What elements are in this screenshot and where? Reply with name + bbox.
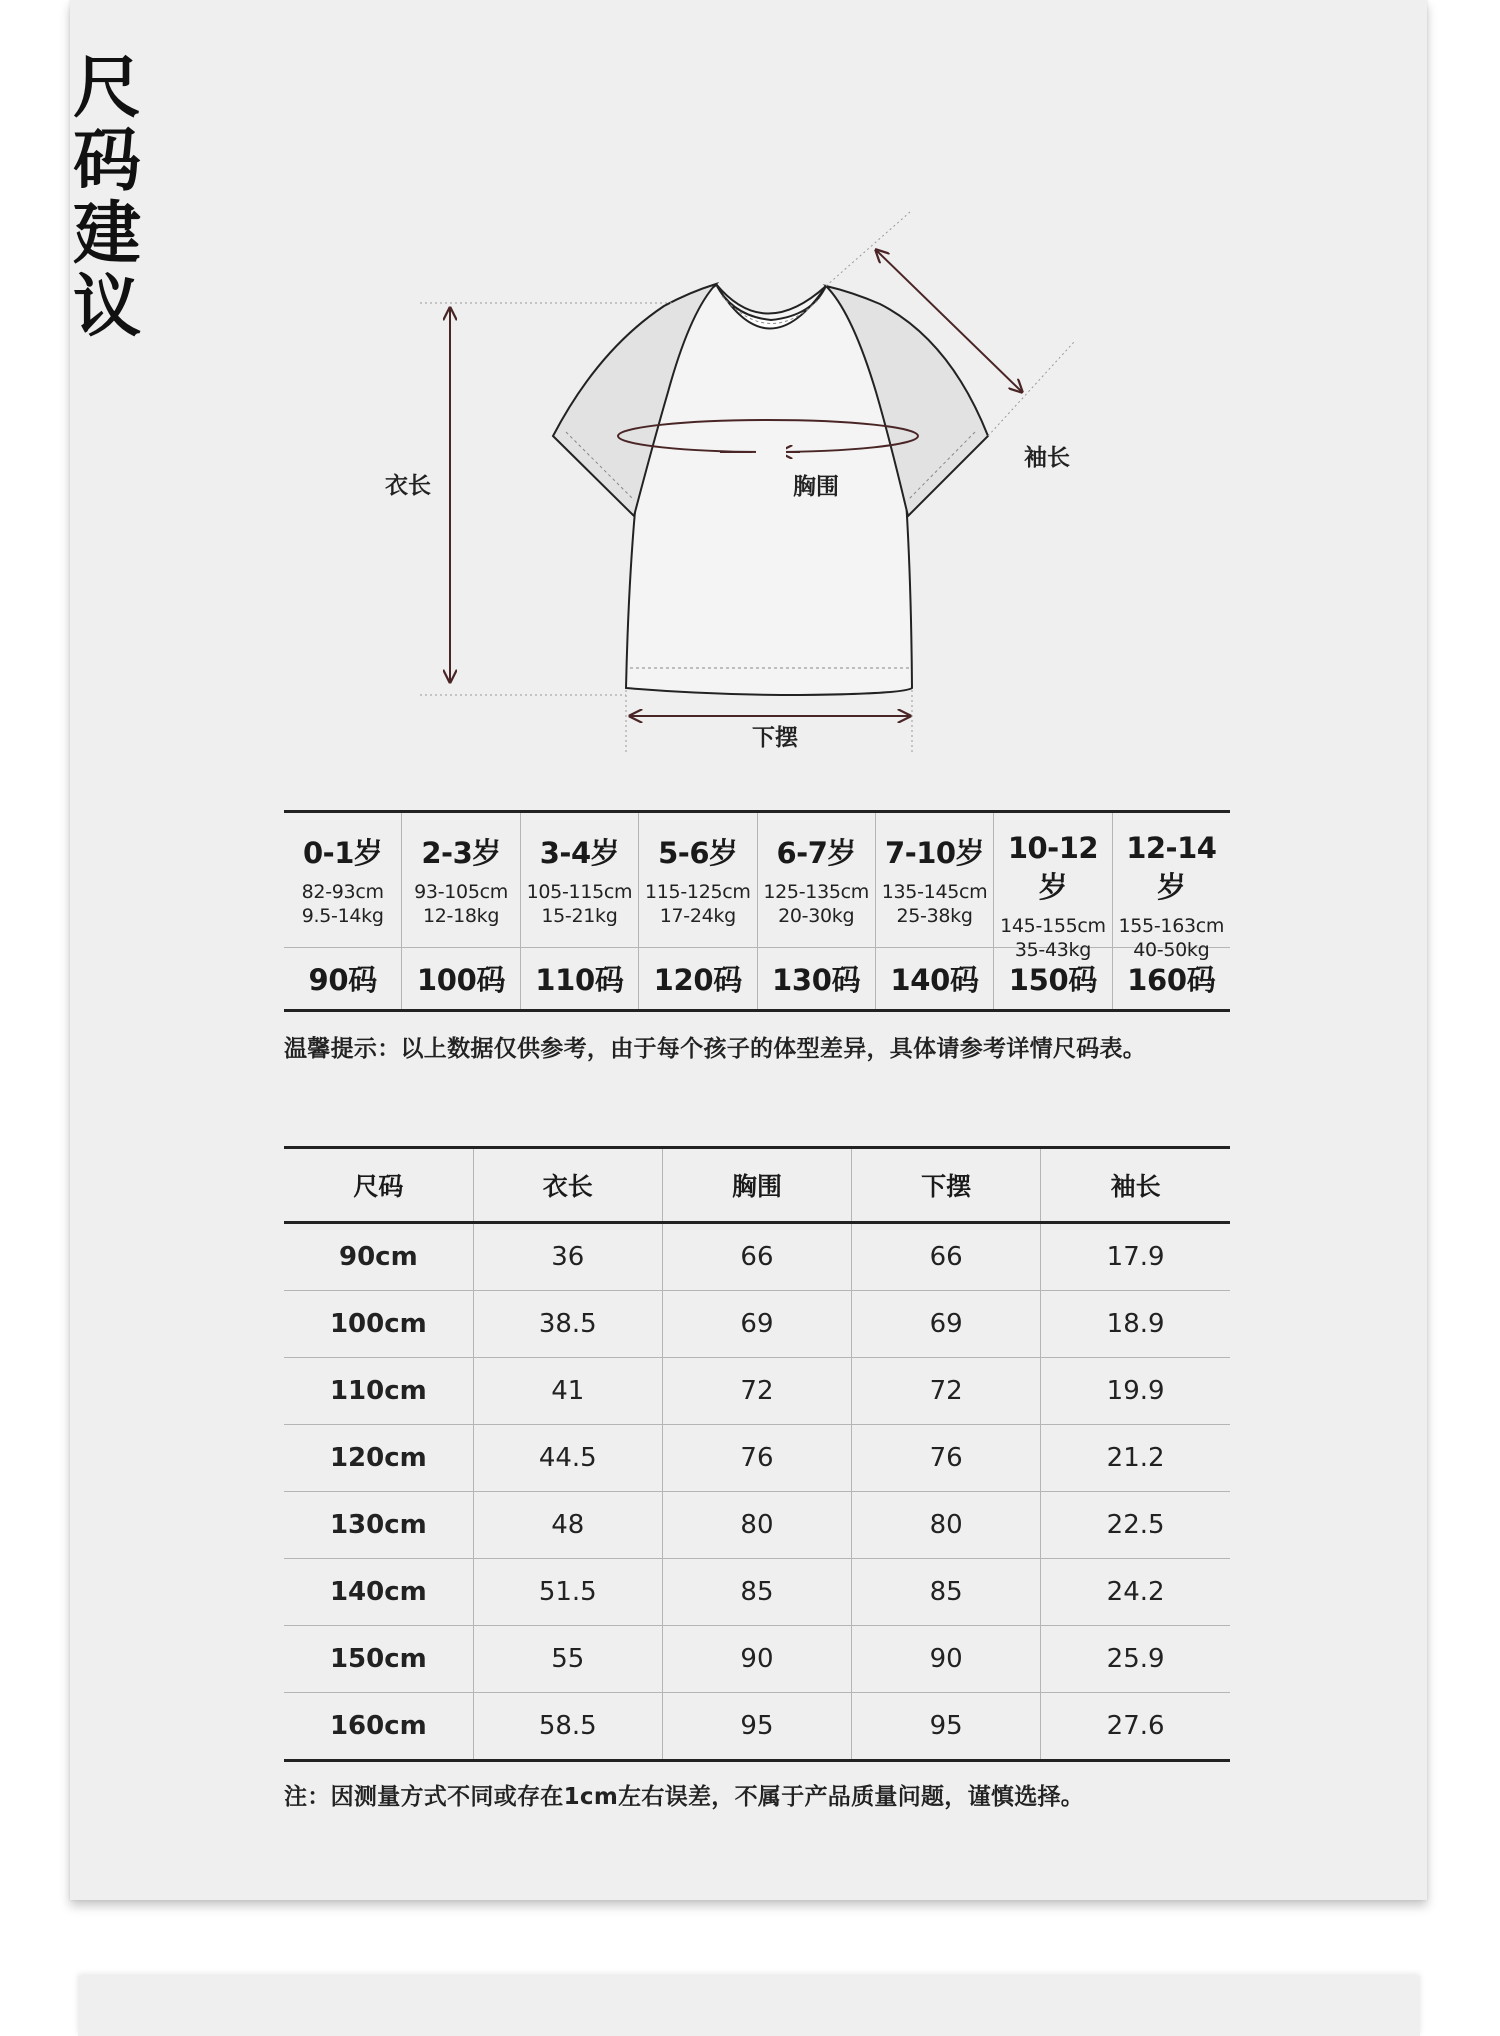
size-column — [993, 813, 1111, 1009]
table-cell: 150cm — [284, 1626, 473, 1693]
table-cell: 80 — [852, 1492, 1041, 1559]
title-char: 码 — [72, 122, 141, 201]
table-cell: 41 — [473, 1358, 662, 1425]
length-label: 衣长 — [385, 473, 431, 499]
age-label: 7-10岁 — [885, 836, 985, 870]
height-range: 125-135cm — [763, 881, 870, 903]
table-cell: 130cm — [284, 1492, 473, 1559]
height-range: 115-125cm — [644, 881, 751, 903]
table-cell: 140cm — [284, 1559, 473, 1626]
size-code: 110码 — [535, 963, 624, 997]
table-cell: 80 — [662, 1492, 851, 1559]
table-cell: 58.5 — [473, 1693, 662, 1761]
table-cell: 19.9 — [1041, 1358, 1230, 1425]
table-row — [284, 1626, 1230, 1693]
table-cell: 66 — [852, 1223, 1041, 1291]
height-range: 82-93cm — [301, 881, 384, 903]
next-section-card — [78, 1976, 1420, 2036]
column-header: 衣长 — [473, 1148, 662, 1223]
table-cell: 160cm — [284, 1693, 473, 1761]
sleeve-label: 袖长 — [1024, 445, 1070, 471]
table-cell: 55 — [473, 1626, 662, 1693]
table-cell: 90cm — [339, 1242, 418, 1272]
age-label: 0-1岁 — [302, 836, 383, 870]
table-row — [284, 1559, 1230, 1626]
column-header: 胸围 — [662, 1148, 851, 1223]
table-header-row — [284, 1148, 1230, 1223]
height-range: 93-105cm — [414, 881, 508, 903]
size-column — [757, 813, 875, 1009]
table-cell: 27.6 — [1041, 1693, 1230, 1761]
table-cell: 22.5 — [1041, 1492, 1230, 1559]
weight-range: 17-24kg — [659, 905, 736, 927]
size-code: 100码 — [416, 963, 506, 997]
size-code: 140码 — [890, 963, 979, 997]
table-cell: 76 — [662, 1425, 851, 1492]
title-char: 尺 — [72, 49, 141, 128]
table-cell: 25.9 — [1041, 1626, 1230, 1693]
height-range: 105-115cm — [526, 881, 633, 903]
table-row — [284, 1425, 1230, 1492]
hem-label: 下摆 — [752, 725, 798, 751]
table-row — [284, 1492, 1230, 1559]
table-cell: 85 — [852, 1559, 1041, 1626]
weight-range: 35-43kg — [1014, 939, 1092, 961]
size-column — [638, 813, 756, 1009]
age-label: 3-4岁 — [539, 836, 620, 870]
weight-range: 15-21kg — [541, 905, 618, 927]
size-column — [875, 813, 993, 1009]
weight-range: 9.5-14kg — [301, 905, 384, 927]
measurement-table — [284, 1146, 1230, 1762]
table-row — [284, 1693, 1230, 1761]
age-label: 12-14岁 — [1126, 831, 1217, 904]
age-label: 6-7岁 — [776, 836, 856, 870]
weight-range: 20-30kg — [778, 905, 855, 927]
table-row — [284, 1223, 1230, 1291]
table-cell: 38.5 — [473, 1291, 662, 1358]
size-code: 90码 — [308, 963, 377, 997]
height-range: 135-145cm — [881, 881, 988, 903]
table-cell: 85 — [662, 1559, 851, 1626]
column-header: 袖长 — [1041, 1148, 1230, 1223]
tshirt-measurement-diagram — [0, 0, 1500, 800]
table-cell: 24.2 — [1041, 1559, 1230, 1626]
tip-text: 温馨提示：以上数据仅供参考，由于每个孩子的体型差异，具体请参考详情尺码表。 — [284, 1036, 1147, 1062]
weight-range: 12-18kg — [422, 905, 500, 927]
size-code: 150码 — [1008, 963, 1098, 997]
table-cell: 66 — [662, 1223, 851, 1291]
table-cell: 36 — [473, 1223, 662, 1291]
height-range: 155-163cm — [1118, 915, 1225, 937]
table-row — [284, 1358, 1230, 1425]
column-header: 下摆 — [852, 1148, 1041, 1223]
table-cell: 95 — [662, 1693, 851, 1761]
table-cell: 100cm — [284, 1291, 473, 1358]
size-column — [520, 813, 638, 1009]
table-cell: 110cm — [284, 1358, 473, 1425]
size-column — [284, 813, 401, 1009]
table-cell: 95 — [852, 1693, 1041, 1761]
table-cell: 44.5 — [473, 1425, 662, 1492]
table-cell: 51.5 — [473, 1559, 662, 1626]
age-label: 2-3岁 — [421, 836, 501, 870]
size-code: 130码 — [772, 963, 861, 997]
table-row — [284, 1291, 1230, 1358]
age-label: 10-12岁 — [1007, 831, 1099, 904]
age-size-table — [284, 810, 1230, 1012]
table-cell: 72 — [852, 1358, 1041, 1425]
table-cell: 90 — [662, 1626, 851, 1693]
title-char: 建 — [72, 195, 141, 274]
table-cell: 76 — [852, 1425, 1041, 1492]
table-cell: 90 — [852, 1626, 1041, 1693]
table-cell: 48 — [473, 1492, 662, 1559]
title-char: 议 — [72, 268, 141, 347]
note-text: 注：因测量方式不同或存在1cm左右误差，不属于产品质量问题，谨慎选择。 — [284, 1784, 1085, 1810]
table-cell: 69 — [662, 1291, 851, 1358]
table-cell: 120cm — [284, 1425, 473, 1492]
column-header: 尺码 — [284, 1148, 473, 1223]
height-range: 145-155cm — [1000, 915, 1106, 937]
table-cell: 17.9 — [1041, 1223, 1230, 1291]
age-label: 5-6岁 — [658, 836, 738, 870]
table-cell: 21.2 — [1041, 1425, 1230, 1492]
size-column — [401, 813, 519, 1009]
table-cell: 72 — [662, 1358, 851, 1425]
table-cell: 69 — [852, 1291, 1041, 1358]
size-code: 120码 — [653, 963, 742, 997]
size-code: 160码 — [1127, 963, 1216, 997]
chest-label: 胸围 — [793, 474, 839, 500]
weight-range: 25-38kg — [896, 905, 973, 927]
table-cell: 18.9 — [1041, 1291, 1230, 1358]
size-column — [1112, 813, 1230, 1009]
weight-range: 40-50kg — [1133, 939, 1210, 961]
